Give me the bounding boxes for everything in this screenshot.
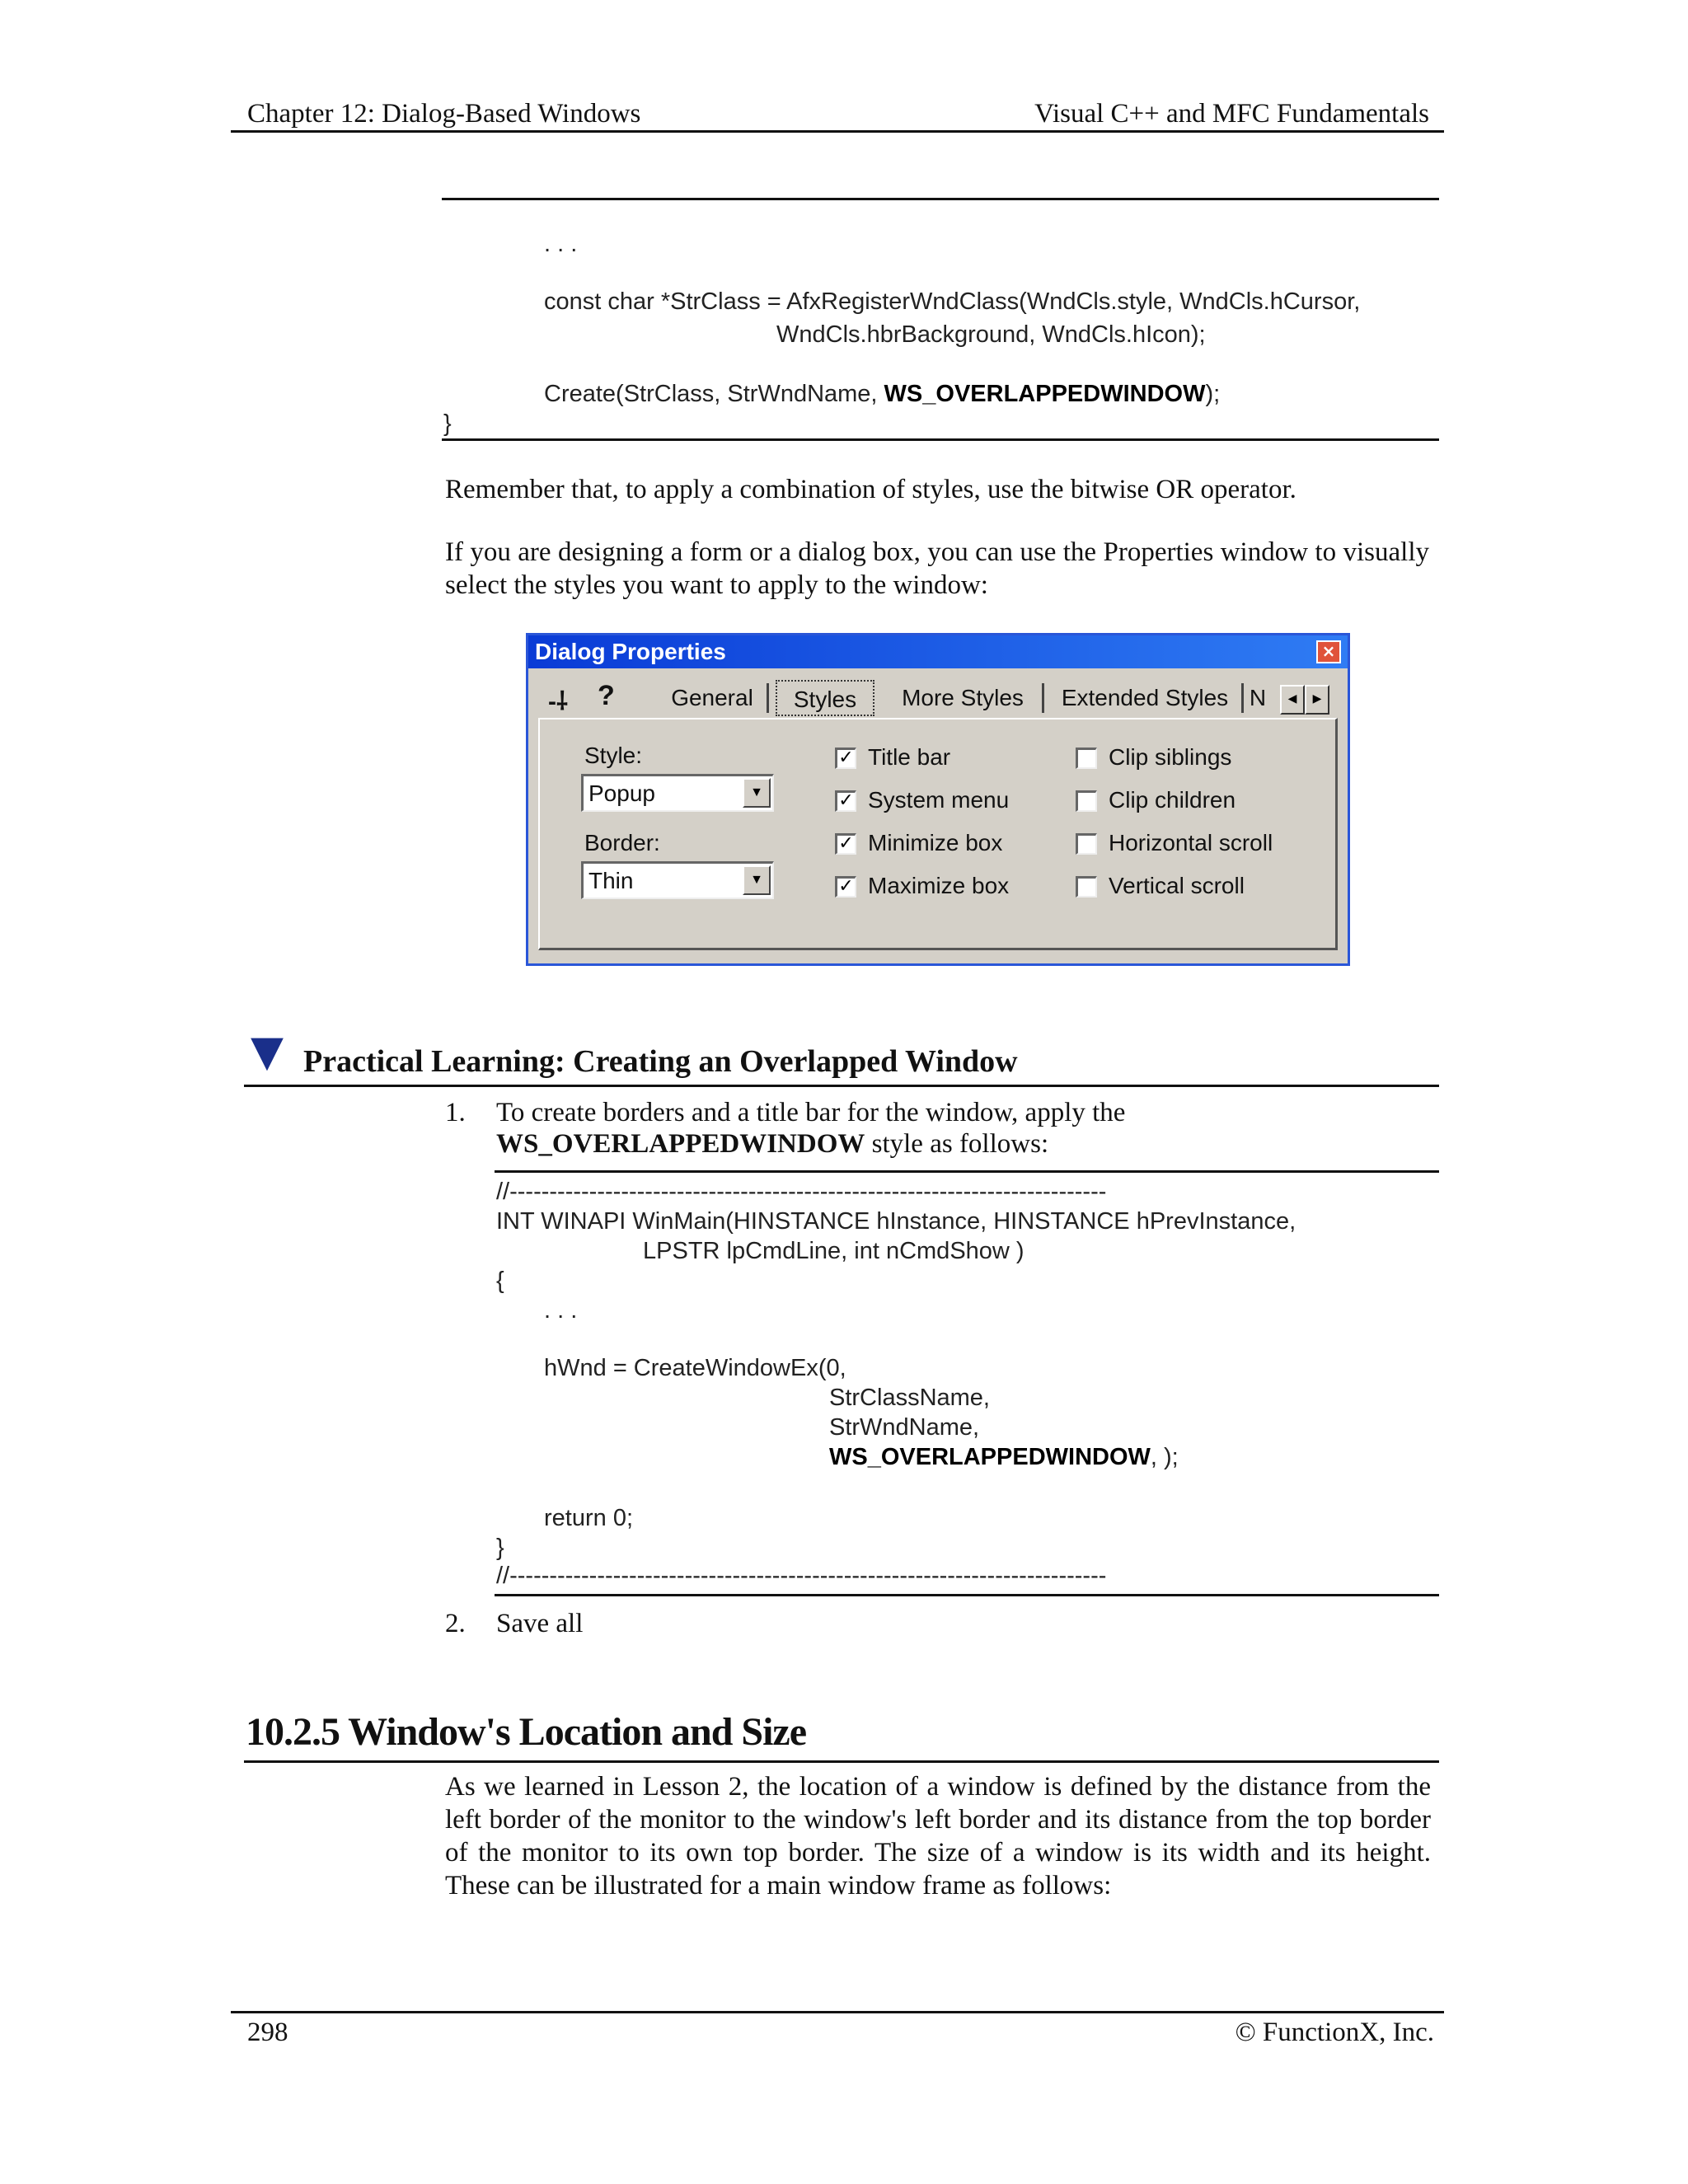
tab-more[interactable]: N <box>1249 685 1267 710</box>
checkbox-vertical-scroll[interactable] <box>1076 876 1097 898</box>
code-line: WS_OVERLAPPEDWINDOW, ); <box>829 1444 1179 1470</box>
header-rule <box>231 130 1444 133</box>
style-dropdown-value: Popup <box>588 780 655 806</box>
tab-panel-styles <box>538 718 1338 950</box>
practical-learning-icon: ▼ <box>251 1027 284 1076</box>
dialog-title-bar <box>528 635 1348 668</box>
checkbox-clip-children[interactable] <box>1076 790 1097 812</box>
checkbox-label: Title bar <box>868 744 951 770</box>
close-icon[interactable]: × <box>1316 640 1341 663</box>
tab-extended-styles[interactable]: Extended Styles <box>1049 680 1240 716</box>
page-number: 298 <box>247 2018 288 2047</box>
help-icon[interactable]: ? <box>598 680 615 711</box>
tab-strip <box>535 675 1341 718</box>
header-book-title: Visual C++ and MFC Fundamentals <box>1034 99 1429 129</box>
checkbox-minimize-box[interactable]: ✓ <box>835 833 856 855</box>
tab-styles[interactable]: Styles <box>776 680 874 716</box>
section-heading: 10.2.5 Window's Location and Size <box>246 1710 807 1754</box>
practical-rule <box>244 1085 1439 1087</box>
step-text-line2: WS_OVERLAPPEDWINDOW style as follows: <box>496 1129 1049 1159</box>
code-line-create: Create(StrClass, StrWndName, WS_OVERLAPPEDWINDOW); <box>544 381 1221 407</box>
code-line: } <box>496 1535 504 1561</box>
section-rule <box>244 1760 1439 1763</box>
code-line: WndCls.hbrBackground, WndCls.hIcon); <box>776 321 1206 348</box>
style-dropdown[interactable] <box>581 774 774 812</box>
code-rule-bottom <box>495 1594 1439 1596</box>
checkbox-title-bar[interactable]: ✓ <box>835 748 856 769</box>
code-line: hWnd = CreateWindowEx(0, <box>544 1355 846 1381</box>
tab-more-styles[interactable]: More Styles <box>884 680 1041 716</box>
code-line: return 0; <box>544 1505 633 1531</box>
style-label: Style: <box>584 743 643 768</box>
footer-copyright: © FunctionX, Inc. <box>1235 2018 1434 2047</box>
border-dropdown[interactable] <box>581 861 774 899</box>
border-dropdown-value: Thin <box>588 868 634 893</box>
code-line: StrClassName, <box>829 1385 990 1411</box>
paragraph: If you are designing a form or a dialog box, you can use the Properties window to visually select the styles you want to apply to the window: <box>445 537 1429 600</box>
step-number: 2. <box>445 1609 466 1638</box>
checkbox-label: Maximize box <box>868 873 1010 898</box>
step-text: To create borders and a title bar for the window, apply the <box>496 1098 1126 1127</box>
practical-learning-title: Practical Learning: Creating an Overlapped Window <box>303 1044 1018 1079</box>
pin-icon[interactable]: -⸸ <box>548 688 569 715</box>
checkbox-maximize-box[interactable]: ✓ <box>835 876 856 898</box>
code-rule-top <box>442 198 1439 200</box>
code-line: INT WINAPI WinMain(HINSTANCE hInstance, HINSTANCE hPrevInstance, <box>496 1208 1296 1235</box>
code-rule-top <box>495 1170 1439 1173</box>
checkbox-horizontal-scroll[interactable] <box>1076 833 1097 855</box>
code-line: StrWndName, <box>829 1414 980 1441</box>
code-line: //--------------------------------------------------------------------------- <box>496 1179 1107 1205</box>
checkbox-label: System menu <box>868 787 1010 813</box>
border-label: Border: <box>584 830 660 855</box>
checkbox-system-menu[interactable]: ✓ <box>835 790 856 812</box>
step-number: 1. <box>445 1098 466 1127</box>
code-rule-bottom <box>442 438 1439 441</box>
checkbox-label: Clip children <box>1109 787 1236 813</box>
code-line: LPSTR lpCmdLine, int nCmdShow ) <box>643 1238 1025 1264</box>
footer-rule <box>231 2011 1444 2013</box>
code-line: const char *StrClass = AfxRegisterWndClass(WndCls.style, WndCls.hCursor, <box>544 288 1361 315</box>
dialog-title: Dialog Properties <box>535 639 726 664</box>
chevron-down-icon[interactable]: ▼ <box>743 778 771 808</box>
header-chapter: Chapter 12: Dialog-Based Windows <box>247 99 641 129</box>
code-line: . . . <box>544 231 578 257</box>
checkbox-label: Clip siblings <box>1109 744 1232 770</box>
code-line: . . . <box>544 1297 578 1324</box>
section-body: As we learned in Lesson 2, the location of a window is defined by the distance from the left border of the monitor to the window's left border and its distance from the top border of the monitor to its own top border. The size of a window is its width and its height. These can be illustrated for a main window frame as follows: <box>445 1772 1431 1900</box>
code-line: //--------------------------------------------------------------------------- <box>496 1563 1107 1589</box>
tab-general[interactable]: General <box>659 680 766 716</box>
tab-scroll-left-icon[interactable]: ◀ <box>1280 685 1305 715</box>
tab-scroll-right-icon[interactable]: ▶ <box>1305 685 1329 715</box>
checkbox-clip-siblings[interactable] <box>1076 748 1097 769</box>
code-line: } <box>443 410 452 437</box>
checkbox-label: Horizontal scroll <box>1109 830 1273 855</box>
chevron-down-icon[interactable]: ▼ <box>743 865 771 895</box>
dialog-properties-window <box>526 633 1350 966</box>
step-text: Save all <box>496 1609 584 1638</box>
paragraph: Remember that, to apply a combination of styles, use the bitwise OR operator. <box>445 475 1296 504</box>
checkbox-label: Minimize box <box>868 830 1003 855</box>
code-line: { <box>496 1268 504 1294</box>
checkbox-label: Vertical scroll <box>1109 873 1245 898</box>
